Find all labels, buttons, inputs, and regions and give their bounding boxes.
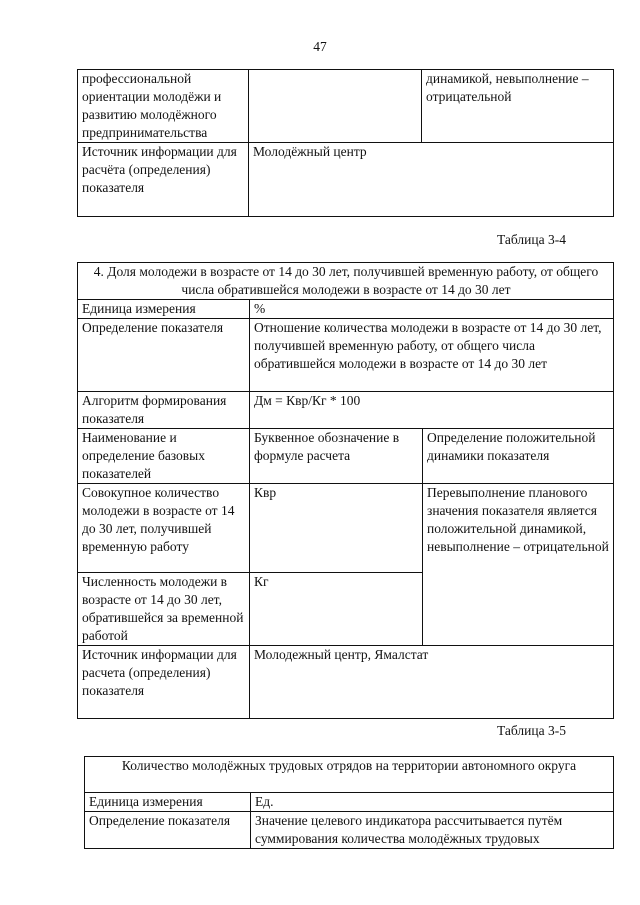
table-row [78, 70, 614, 143]
table-continuation [77, 69, 614, 217]
unit-label: Единица измерения [78, 300, 250, 319]
table-row [78, 263, 614, 300]
base-row-symbol: Кг [250, 573, 423, 646]
cell-indicator-name: профессиональной ориентации молодёжи и развитию молодёжного предпринимательства [78, 70, 249, 143]
table-row [78, 429, 614, 484]
base-row-name: Совокупное количество молодежи в возрасте от 14 до 30 лет, получившей временную работу [78, 484, 250, 573]
unit-value: % [250, 300, 614, 319]
definition-value: Отношение количества молодежи в возрасте от 14 до 30 лет, получившей временную работу, от общего числа обратившейся молодежи в возрасте от 14 до 30 лет [250, 319, 614, 392]
base-row-name: Численность молодежи в возрасте от 14 до 30 лет, обратившейся за временной работой [78, 573, 250, 646]
table-3-4-caption: Таблица 3-4 [497, 232, 566, 247]
base-header-name: Наименование и определение базовых показателей [78, 429, 250, 484]
base-row-symbol: Квр [250, 484, 423, 573]
cell-dynamics: динамикой, невыполнение – отрицательной [422, 70, 614, 143]
algorithm-label: Алгоритм формирования показателя [78, 392, 250, 429]
table-row [78, 484, 614, 573]
table-row [78, 143, 614, 217]
page-number: 47 [313, 39, 327, 54]
base-header-symbol: Буквенное обозначение в формуле расчета [250, 429, 423, 484]
table-row [85, 812, 614, 849]
definition-label: Определение показателя [78, 319, 250, 392]
base-header-dynamics: Определение положительной динамики показателя [423, 429, 614, 484]
table-row [78, 646, 614, 719]
table-row [78, 319, 614, 392]
unit-value: Ед. [251, 793, 614, 812]
cell-source-label: Источник информации для расчёта (определения) показателя [78, 143, 249, 217]
table-row [85, 793, 614, 812]
definition-value: Значение целевого индикатора рассчитывается путём суммирования количества молодёжных трудовых [251, 812, 614, 849]
source-value: Молодежный центр, Ямалстат [250, 646, 614, 719]
table-3-5-caption: Таблица 3-5 [497, 723, 566, 738]
table-title: 4. Доля молодежи в возрасте от 14 до 30 лет, получившей временную работу, от общего числа обратившейся молодежи в возрасте от 14 до 30 лет [78, 263, 614, 300]
table-row [78, 300, 614, 319]
cell-source-value: Молодёжный центр [249, 143, 614, 217]
table-row [85, 757, 614, 793]
cell-empty [249, 70, 422, 143]
source-label: Источник информации для расчета (определения) показателя [78, 646, 250, 719]
unit-label: Единица измерения [85, 793, 251, 812]
dynamics-definition: Перевыполнение планового значения показателя является положительной динамикой, невыполнение – отрицательной [423, 484, 614, 646]
table-3-4 [77, 262, 614, 719]
table-title: Количество молодёжных трудовых отрядов на территории автономного округа [85, 757, 614, 793]
algorithm-value: Дм = Квр/Кг * 100 [250, 392, 614, 429]
table-row [78, 392, 614, 429]
table-3-5 [84, 756, 614, 849]
definition-label: Определение показателя [85, 812, 251, 849]
